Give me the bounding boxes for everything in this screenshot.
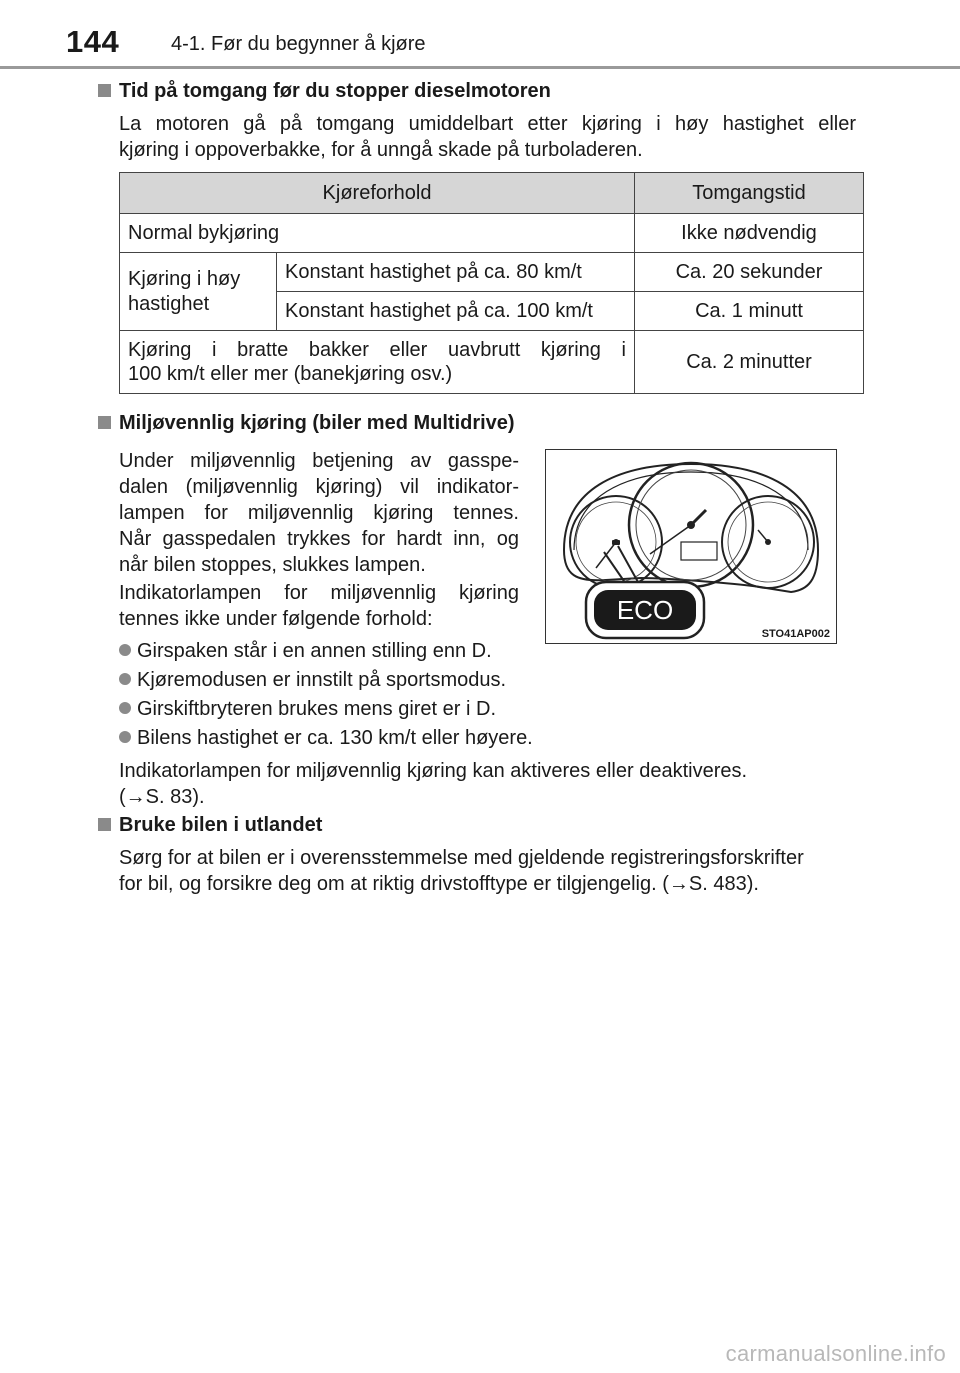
- cell-time: Ca. 1 minutt: [635, 292, 864, 331]
- page-number: 144: [66, 24, 120, 59]
- cell-time: Ca. 2 minutter: [635, 331, 864, 394]
- table-header-row: [120, 173, 864, 214]
- cell-condition: Konstant hastighet på ca. 80 km/t: [277, 253, 635, 292]
- circle-bullet-icon: [119, 644, 131, 656]
- eco-para2-line: tennes ikke under følgende forhold:: [119, 608, 433, 630]
- idle-intro-line1: La motoren gå på tomgang umiddelbart etter kjøring i høy hastighet eller: [119, 113, 856, 135]
- cell-condition: [120, 331, 635, 394]
- idle-time-table: [119, 172, 864, 394]
- abroad-line2: for bil, og forsikre deg om at riktig drivstofftype er tilgjengelig. (→S. 483).: [119, 873, 759, 895]
- cell-group: Kjøring i høy hastighet: [120, 253, 277, 331]
- table-row: [120, 214, 864, 253]
- eco-para1-line: dalen (miljøvennlig kjøring) vil indikator-: [119, 476, 519, 498]
- cell-time: Ikke nødvendig: [635, 214, 864, 253]
- abroad-line1: Sørg for at bilen er i overensstemmelse med gjeldende registreringsforskrifter: [119, 847, 804, 869]
- idle-intro-line2: kjøring i oppoverbakke, for å unngå skade på turboladeren.: [119, 139, 643, 161]
- cell-time: Ca. 20 sekunder: [635, 253, 864, 292]
- figure-code: STO41AP002: [761, 628, 830, 640]
- eco-para2-line: Indikatorlampen for miljøvennlig kjøring: [119, 582, 519, 604]
- square-bullet-icon: [98, 416, 111, 429]
- watermark: carmanualsonline.info: [725, 1341, 946, 1366]
- list-item: Kjøremodusen er innstilt på sportsmodus.: [119, 669, 506, 692]
- circle-bullet-icon: [119, 702, 131, 714]
- list-item: Girskiftbryteren brukes mens giret er i D.: [119, 698, 496, 721]
- eco-para1-line: Når gasspedalen trykkes for hardt inn, og: [119, 528, 519, 550]
- table-row: [120, 331, 864, 394]
- circle-bullet-icon: [119, 731, 131, 743]
- eco-para3-line1: Indikatorlampen for miljøvennlig kjøring kan aktiveres eller deaktiveres.: [119, 760, 748, 782]
- cell-condition-line2: 100 km/t eller mer (banekjøring osv.): [128, 363, 453, 385]
- circle-bullet-icon: [119, 673, 131, 685]
- cell-condition: Konstant hastighet på ca. 100 km/t: [277, 292, 635, 331]
- eco-para1-line: Under miljøvennlig betjening av gasspe-: [119, 450, 519, 472]
- list-item: Bilens hastighet er ca. 130 km/t eller høyere.: [119, 727, 533, 750]
- square-bullet-icon: [98, 84, 111, 97]
- eco-para1-line: lampen for miljøvennlig kjøring tennes.: [119, 502, 519, 524]
- section-title: 4-1. Før du begynner å kjøre: [171, 33, 426, 55]
- page-header: [0, 0, 960, 70]
- instrument-cluster-figure: [545, 449, 837, 644]
- eco-heading: Miljøvennlig kjøring (biler med Multidrive): [98, 412, 515, 435]
- square-bullet-icon: [98, 818, 111, 831]
- header-condition: Kjøreforhold: [120, 173, 635, 214]
- header-rule: [0, 66, 960, 69]
- eco-para3-line2: (→S. 83).: [119, 786, 205, 808]
- table-row: [120, 253, 864, 292]
- abroad-heading: Bruke bilen i utlandet: [98, 814, 322, 837]
- eco-indicator-label: ECO: [616, 595, 674, 625]
- list-item: Girspaken står i en annen stilling enn D.: [119, 640, 492, 663]
- cell-condition: Normal bykjøring: [120, 214, 635, 253]
- eco-para1-line: når bilen stoppes, slukkes lampen.: [119, 554, 426, 576]
- header-idle-time: Tomgangstid: [635, 173, 864, 214]
- idle-heading: Tid på tomgang før du stopper dieselmotoren: [98, 80, 551, 103]
- cell-condition-line1: Kjøring i bratte bakker eller uavbrutt kjøring i: [128, 339, 626, 361]
